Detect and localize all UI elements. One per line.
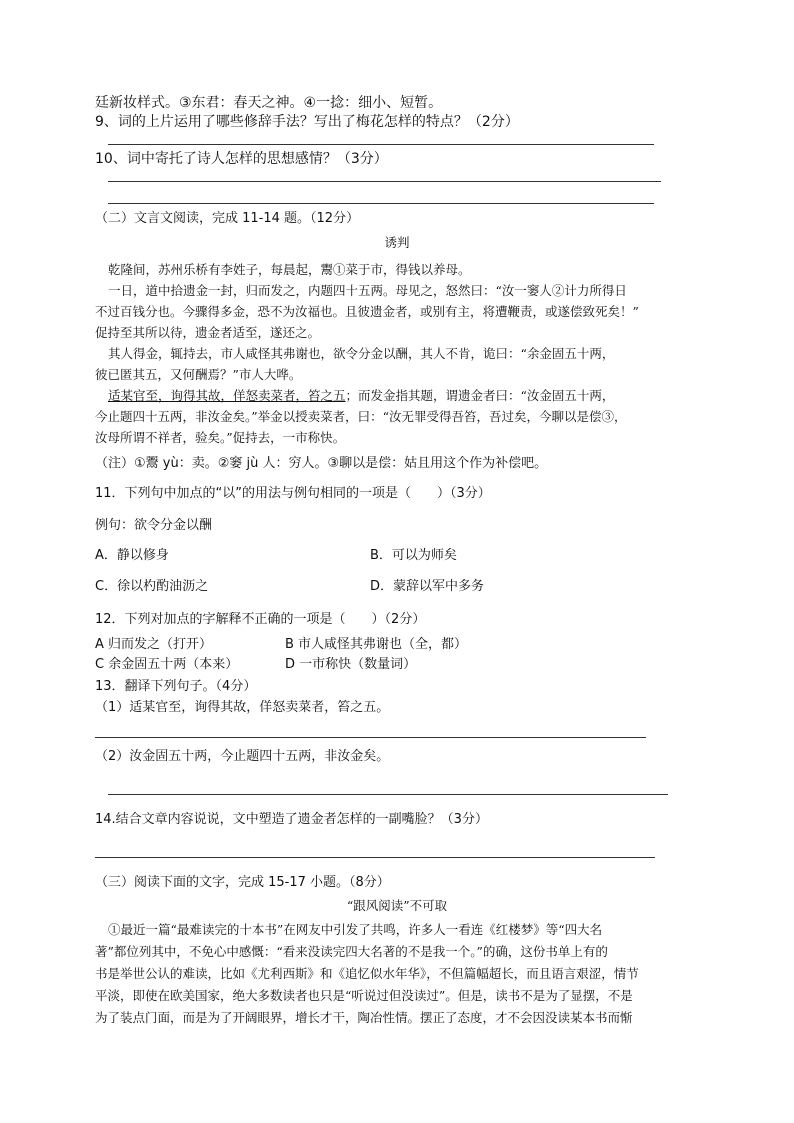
section3-heading: （三）阅读下面的文字，完成 15-17 小题。（8分） xyxy=(95,875,390,890)
question-12-option-b: B 市人咸怪其弗谢也（全，都） xyxy=(285,637,468,652)
answer-line-q9 xyxy=(108,144,654,145)
question-13: 13．翻译下列句子。（4分） xyxy=(95,679,257,694)
underlined-sentence: 适某官至，询得其故，佯怒卖菜者，笞之五 xyxy=(108,388,346,403)
passage-paragraph-2-line-2: 不过百钱分也。今骤得多金，恐不为汝福也。且彼遗金者，或别有主，将遭鞭责，或遂偿致死矣！” xyxy=(95,304,639,319)
question-12-option-d: D 一市称快（数量词） xyxy=(285,657,417,672)
question-14: 14.结合文章内容说说，文中塑造了遗金者怎样的一副嘴脸？（3分） xyxy=(95,812,488,827)
passage-title: 诱判 xyxy=(384,235,410,250)
paragraph-4-line-1-rest: ；而发金指其题，谓遗金者曰：“汝金固五十两， xyxy=(345,388,615,403)
passage-paragraph-2-line-1: 一日，道中拾遗金一封，归而发之，内题四十五两。母见之，怒然曰：“汝一窭人②计力所得日 xyxy=(108,283,627,298)
question-12-option-a: A 归而发之（打开） xyxy=(95,637,213,652)
answer-line-q10-1 xyxy=(108,181,661,182)
article-paragraph-1-line-1: ①最近一篇“最难读完的十本书”在网友中引发了共鸣，许多人一看连《红楼梦》等“四大名 xyxy=(108,922,603,937)
question-11-option-c: C．徐以杓酌油沥之 xyxy=(95,579,209,594)
passage-paragraph-3-line-1: 其人得金，辄持去，市人咸怪其弗谢也，欲令分金以酬，其人不肯，诡曰：“余金固五十两， xyxy=(108,346,615,361)
question-13-item-2: （2）汝金固五十两，今止题四十五两，非汝金矣。 xyxy=(95,749,390,764)
section2-heading: （二）文言文阅读，完成 11-14 题。（12分） xyxy=(95,211,360,226)
question-9: 9、词的上片运用了哪些修辞手法？写出了梅花怎样的特点？（2分） xyxy=(95,114,519,130)
question-11-example: 例句：欲令分金以酬 xyxy=(95,518,213,533)
poem-notes-line: 廷新妆样式。③东君：春天之神。④一捻：细小、短暂。 xyxy=(95,95,443,111)
question-10: 10、词中寄托了诗人怎样的思想感情？（3分） xyxy=(95,151,388,167)
question-13-item-1: （1）适某官至，询得其故，佯怒卖菜者，笞之五。 xyxy=(95,700,390,715)
article-paragraph-1-line-5: 为了装点门面，而是为了开阔眼界，增长才干，陶冶性情。摆正了态度，才不会因没读某本书而惭 xyxy=(95,1010,633,1025)
passage-paragraph-4-line-1 xyxy=(108,387,614,404)
answer-line-q13-2 xyxy=(108,794,668,795)
passage-notes: （注）①鬻 yù：卖。②窭 jù 人：穷人。③聊以是偿：姑且用这个作为补偿吧。 xyxy=(95,456,548,471)
passage-paragraph-1: 乾隆间，苏州乐桥有李姓子，每晨起，鬻①菜于市，得钱以养母。 xyxy=(108,262,471,277)
article-paragraph-1-line-4: 平淡，即使在欧美国家，绝大多数读者也只是“听说过但没读过”。但是，读书不是为了显摆，不是 xyxy=(95,988,633,1003)
question-11: 11．下列句中加点的“以”的用法与例句相同的一项是（ ）（3分） xyxy=(95,486,491,501)
passage-paragraph-3-line-2: 彼已匿其五，又何酬焉？”市人大哗。 xyxy=(95,367,302,382)
article-paragraph-1-line-3: 书是举世公认的难读，比如《尤利西斯》和《追忆似水年华》，不但篇幅超长，而且语言艰涩，情节 xyxy=(95,966,639,981)
passage-paragraph-2-line-3: 促持至其所以待，遗金者适至，遂还之。 xyxy=(95,325,321,340)
question-12: 12．下列对加点的字解释不正确的一项是（ ）（2分） xyxy=(95,612,426,627)
passage-paragraph-4-line-3: 汝母所谓不祥者，验矣。”促持去，一市称快。 xyxy=(95,430,346,445)
article-paragraph-1-line-2: 著”都位列其中，不免心中感慨：“看来没读完四大名著的不是我一个。”的确，这份书单上有的 xyxy=(95,944,608,959)
article-title: “跟风阅读”不可取 xyxy=(346,898,448,913)
passage-paragraph-4-line-2: 今止题四十五两，非汝金矣。”举金以授卖菜者，曰：“汝无罪受得吾笞，吾过矣，今聊以是偿③， xyxy=(95,409,627,424)
question-11-option-d: D．蒙辞以军中多务 xyxy=(370,579,485,594)
question-12-option-c: C 余金固五十两（本来） xyxy=(95,657,239,672)
answer-line-q10-2 xyxy=(108,203,654,204)
question-11-option-a: A．静以修身 xyxy=(95,548,169,563)
question-11-option-b: B．可以为师矣 xyxy=(370,548,457,563)
answer-line-q13-1 xyxy=(95,737,646,738)
answer-line-q14 xyxy=(95,857,655,858)
